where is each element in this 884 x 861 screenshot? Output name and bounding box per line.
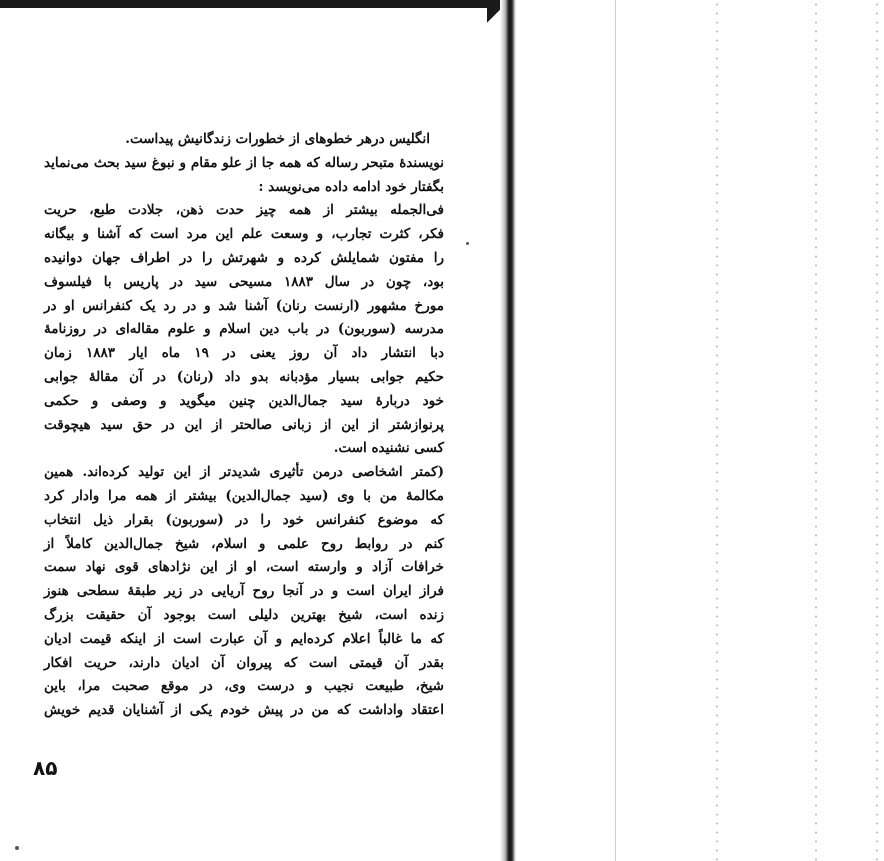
text-line: مورخ مشهور (ارنست رنان) آشنا شد و در رد یک کنفرانس او در <box>44 297 444 314</box>
page-body-text <box>44 128 444 723</box>
scan-top-shadow <box>0 0 512 8</box>
text-line: زنده است، شیخ بهترین دلیلی است بوجود آن حقیقت بزرگ <box>44 606 444 623</box>
facing-page-edge <box>615 0 616 861</box>
text-line: دبا انتشار داد آن روز یعنی در ۱۹ ماه ایار ۱۸۸۳ زمان <box>44 345 444 362</box>
text-line: بقدر آن قیمتی است که پیروان آن ادیان دارند، حریت افکار <box>44 654 444 671</box>
text-line: بگفتار خود ادامه داده می‌نویسد : <box>258 178 444 195</box>
text-line: خود دربارهٔ سید جمال‌الدین چنین میگوید و وصفی و حکمی <box>44 392 444 409</box>
scan-speck <box>466 242 469 245</box>
text-line: اعتقاد واداشت که من در پیش خودم یکی از آشنایان قدیم خویش <box>44 702 444 719</box>
text-line: کسی نشنیده است. <box>333 440 444 457</box>
text-line: کنم در روابط روح علمی و اسلام، شیخ جمال‌الدین کاملاً از <box>44 535 444 552</box>
facing-page-dot-column <box>815 0 817 861</box>
text-line: انگلیس درهر خطوهای از خطورات زندگانیش پیداست. <box>125 131 430 147</box>
text-line: فکر، کثرت تجارب، و وسعت علم این مرد است که آشنا و بیگانه <box>44 226 444 243</box>
text-line: خرافات آزاد و وارسته است، او از این نژادهای قوی نهاد سمت <box>44 559 444 576</box>
scan-speck <box>15 846 19 850</box>
facing-page-dot-column <box>716 0 718 861</box>
text-line: بود، چون در سال ۱۸۸۳ مسیحی سید در پاریس با فیلسوف <box>44 273 444 290</box>
text-line: مدرسه (سوربون) در باب دین اسلام و علوم مقاله‌ای در روزنامهٔ <box>44 321 444 338</box>
text-line: که موضوع کنفرانس خود را در (سوربون) بقرار ذیل انتخاب <box>44 511 444 528</box>
text-line: مکالمهٔ من با وی (سید جمال‌الدین) بیشتر از همه مرا وادار کرد <box>44 487 444 504</box>
facing-page-dot-column <box>876 0 878 861</box>
text-line: (کمتر اشخاصی درمن تأثیری شدیدتر از این تولید کرده‌اند. همین <box>44 464 444 481</box>
text-line: شیخ، طبیعت نجیب و درست وی، در موقع صحبت مرا، باین <box>44 678 444 695</box>
text-line: را مفتون شمایلش کرده و شهرتش را در اطراف جهان دوانیده <box>44 249 444 266</box>
text-line: که ما غالباً اعلام کرده‌ایم و آن عبارت است از اینکه قیمت ادیان <box>44 630 444 647</box>
page-number: ۸۵ <box>33 756 58 780</box>
text-line: نویسندهٔ متبحر رساله که همه جا از علو مقام و نبوغ سید بحث می‌نماید <box>44 154 444 171</box>
text-line: فراز ایران است و در آنجا روح آریایی در زیر طبقهٔ سطحی هنوز <box>44 583 444 600</box>
text-line: فی‌الجمله بیشتر از همه چیز حدت ذهن، جلادت طبع، حریت <box>44 202 444 219</box>
book-spine-shadow <box>500 0 516 861</box>
text-line: پرنوازشتر از این از زبانی صالحتر از این در حق سید هیچوقت <box>44 416 444 433</box>
scan-corner-shadow <box>487 0 501 36</box>
text-line: حکیم جوابی بسیار مؤدبانه بدو داد (رنان) در آن مقالهٔ جوابی <box>44 368 444 385</box>
